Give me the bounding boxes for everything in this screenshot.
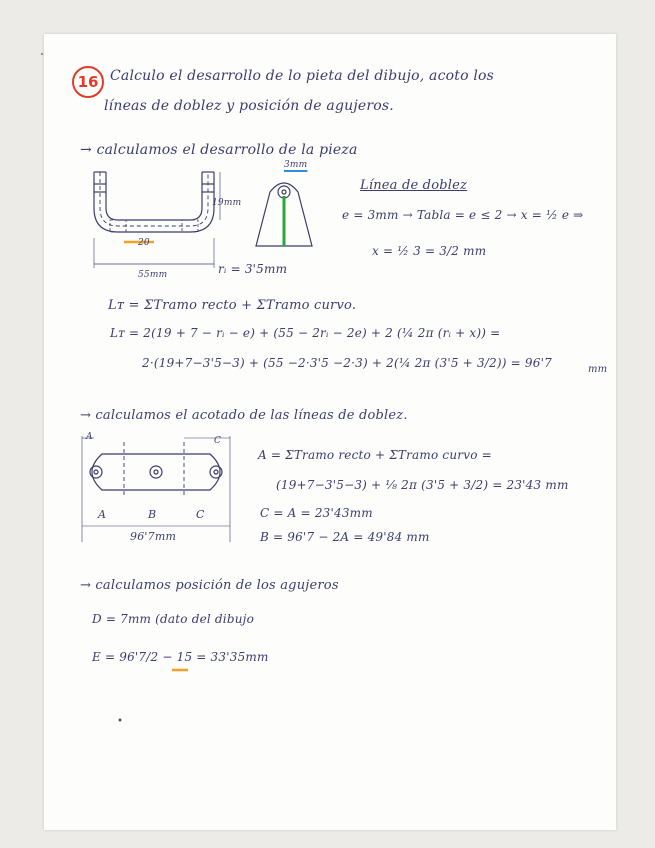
side-profile-drawing (250, 170, 320, 250)
flat-label-a: A (98, 508, 107, 521)
bend-line-title: Línea de doblez (360, 178, 468, 193)
inner-radius-label: rᵢ = 3'5mm (218, 262, 288, 276)
e-equation: E = 96'7/2 − 15 = 33'35mm (92, 650, 269, 664)
section2-heading: → calculamos el acotado de las líneas de doblez. (80, 408, 408, 423)
problem-statement-line2: líneas de doblez y posición de agujeros. (104, 98, 394, 114)
flat-pattern-drawing (80, 432, 240, 544)
u-part-drawing (84, 168, 234, 278)
dim-3mm: 3mm (284, 160, 308, 170)
lt-formula: Lᴛ = 2(19 + 7 − rᵢ − e) + (55 − 2rᵢ − 2e) + 2 (¼ 2π (rᵢ + x)) = (110, 326, 501, 340)
lt-numeric: 2·(19+7−3'5−3) + (55 −2·3'5 −2·3) + 2(¼ 2π (3'5 + 3/2)) = 96'7 (142, 356, 552, 370)
flat-label-c-top: C (214, 436, 222, 446)
section3-heading: → calculamos posición de los agujeros (80, 578, 339, 593)
dim-20: 20 (138, 238, 150, 248)
e-fifteen-underline (172, 668, 192, 672)
x-equation: x = ½ 3 = 3/2 mm (372, 244, 487, 258)
flat-length-label: 96'7mm (130, 530, 177, 543)
problem-number-badge: 16 (72, 66, 104, 98)
problem-statement-line1: Calculo el desarrollo de lo pieta del dibujo, acoto los (110, 68, 495, 84)
dim-55mm: 55mm (138, 270, 168, 280)
flat-label-b: B (148, 508, 157, 521)
dim-19mm: 19mm (212, 198, 242, 208)
table-equation: e = 3mm → Tabla = e ≤ 2 → x = ½ e ⇒ (342, 208, 584, 222)
c-equation: C = A = 23'43mm (260, 506, 373, 520)
a-calculation: (19+7−3'5−3) + ⅛ 2π (3'5 + 3/2) = 23'43 mm (276, 478, 569, 492)
b-equation: B = 96'7 − 2A = 49'84 mm (260, 530, 430, 544)
a-definition: A = ΣTramo recto + ΣTramo curvo = (258, 448, 492, 462)
lt-unit: mm (588, 364, 608, 375)
lt-definition: Lᴛ = ΣTramo recto + ΣTramo curvo. (108, 298, 357, 313)
d-equation: D = 7mm (dato del dibujo (92, 612, 255, 626)
paper-dot-corner (40, 52, 44, 56)
flat-label-a-top: A (86, 432, 93, 442)
section1-heading: → calculamos el desarrollo de la pieza (80, 142, 358, 158)
paper-dot (118, 718, 122, 722)
flat-label-c: C (196, 508, 205, 521)
